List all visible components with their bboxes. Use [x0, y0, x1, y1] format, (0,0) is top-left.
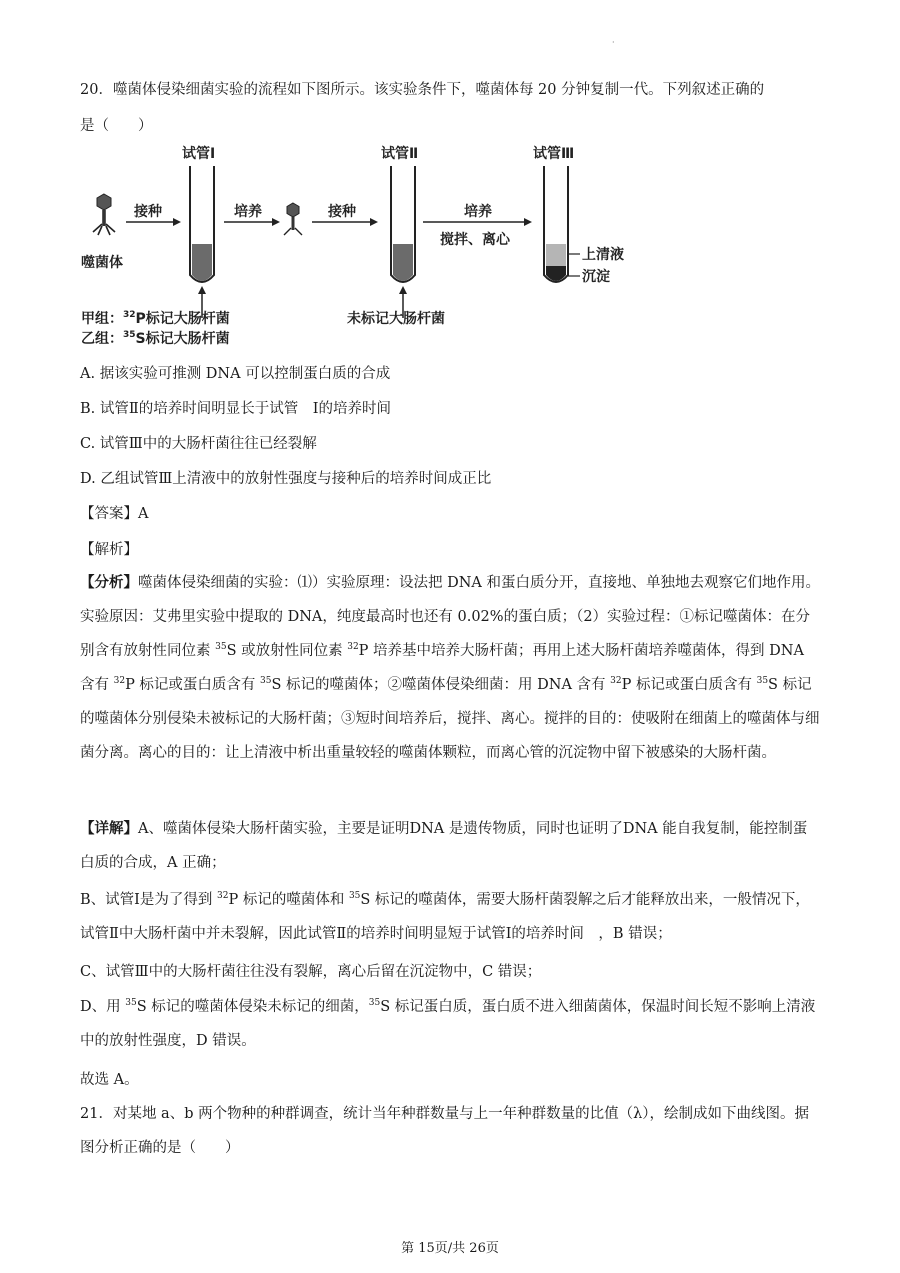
- option-d: D. 乙组试管Ⅲ上清液中的放射性强度与接种后的培养时间成正比: [80, 471, 492, 487]
- culture-label-1: 培养: [234, 204, 262, 220]
- corner-mark: ·: [612, 38, 615, 47]
- q20-stem-line1: 20．噬菌体侵染细菌实验的流程如下图所示。该实验条件下，噬菌体每 20 分钟复制一代。下列叙述正确的: [80, 82, 765, 98]
- conclusion: 故选 A。: [80, 1072, 139, 1088]
- option-b: B. 试管Ⅱ的培养时间明显长于试管 Ⅰ的培养时间: [80, 401, 391, 417]
- group-a-label: 甲组：$^{32}$P标记大肠杆菌: [81, 310, 230, 327]
- page-footer: 第 15页/共 26页: [401, 1241, 499, 1256]
- option-c: C. 试管Ⅲ中的大肠杆菌往往已经裂解: [80, 436, 317, 452]
- test-tube-3: [544, 166, 568, 282]
- phage-experiment-diagram: [78, 140, 658, 350]
- test-tube-1: [190, 166, 214, 282]
- inoculate-label-2: 接种: [328, 204, 356, 220]
- answer: 【答案】A: [80, 506, 149, 522]
- tube2-label: 试管Ⅱ: [381, 146, 419, 162]
- phage-icon-2: [284, 203, 302, 235]
- q21-stem: 21．对某地 a、b 两个物种的种群调查，统计当年种群数量与上一年种群数量的比值（λ），绘制成如下曲线图。据图分析正确的是（ ）: [80, 1106, 810, 1156]
- phage-icon: [93, 194, 115, 235]
- group-b-label: 乙组：$^{35}$S标记大肠杆菌: [81, 330, 230, 347]
- q20-stem-line2: 是（ ）: [80, 118, 153, 134]
- detail-d: D、用 $^{35}$S 标记的噬菌体侵染未标记的细菌，$^{35}$S 标记蛋白质，蛋白质不进入细菌菌体，保温时间长短不影响上清液中的放射性强度，D 错误。: [80, 998, 816, 1049]
- analysis-title: 【解析】: [80, 542, 138, 558]
- phage-label: 噬菌体: [81, 255, 123, 271]
- culture-label-2: 培养: [464, 204, 492, 220]
- analysis-paragraph: 【分析】噬菌体侵染细菌的实验：⑴）实验原理：设法把 DNA 和蛋白质分开，直接地、单独地去观察它们地作用。实验原因：艾弗里实验中提取的 DNA，纯度最高时也还有 0.02%的蛋白质；（2）实验过程：①标记噬菌体：在分别含有放射性同位素 $^{35}$S 或放射性同位素 $^{32}$P 培养基中培养大肠杆菌；再用上述大肠杆菌培养噬菌体，得到 DNA 含有 $^{32}$P 标记或蛋白质含有 $^{35}$S 标记的噬菌体；②噬菌体侵染细菌：用 DNA 含有 $^{32}$P 标记或蛋白质含有 $^{35}$S 标记的噬菌体分别侵染未被标记的大肠杆菌；③短时间培养后，搅拌、离心。搅拌的目的：使吸附在细菌上的噬菌体与细菌分离。离心的目的：让上清液中析出重量较轻的噬菌体颗粒，而离心管的沉淀物中留下被感染的大肠杆菌。: [80, 574, 820, 761]
- detail-c: C、试管Ⅲ中的大肠杆菌往往没有裂解，离心后留在沉淀物中，C 错误；: [80, 964, 542, 980]
- inoculate-label-1: 接种: [134, 204, 162, 220]
- detail-a: 【详解】A、噬菌体侵染大肠杆菌实验，主要是证明DNA 是遗传物质，同时也证明了DNA 能自我复制，能控制蛋白质的合成，A 正确；: [80, 820, 808, 871]
- unlabeled-ecoli-label: 未标记大肠杆菌: [347, 311, 445, 327]
- detail-b: B、试管Ⅰ是为了得到 $^{32}$P 标记的噬菌体和 $^{35}$S 标记的噬菌体，需要大肠杆菌裂解之后才能释放出来，一般情况下，试管Ⅱ中大肠杆菌中并未裂解，因此试管Ⅱ的培养时间明显短于试管Ⅰ的培养时间 ，B 错误；: [80, 891, 810, 942]
- test-tube-2: [391, 166, 415, 282]
- supernatant-label: 上清液: [582, 247, 624, 263]
- tube1-label: 试管Ⅰ: [182, 146, 216, 162]
- option-a: A. 据该实验可推测 DNA 可以控制蛋白质的合成: [80, 366, 391, 382]
- sediment-label: 沉淀: [582, 269, 610, 285]
- stir-centrifuge-label: 搅拌、离心: [440, 232, 510, 248]
- tube3-label: 试管Ⅲ: [533, 146, 575, 162]
